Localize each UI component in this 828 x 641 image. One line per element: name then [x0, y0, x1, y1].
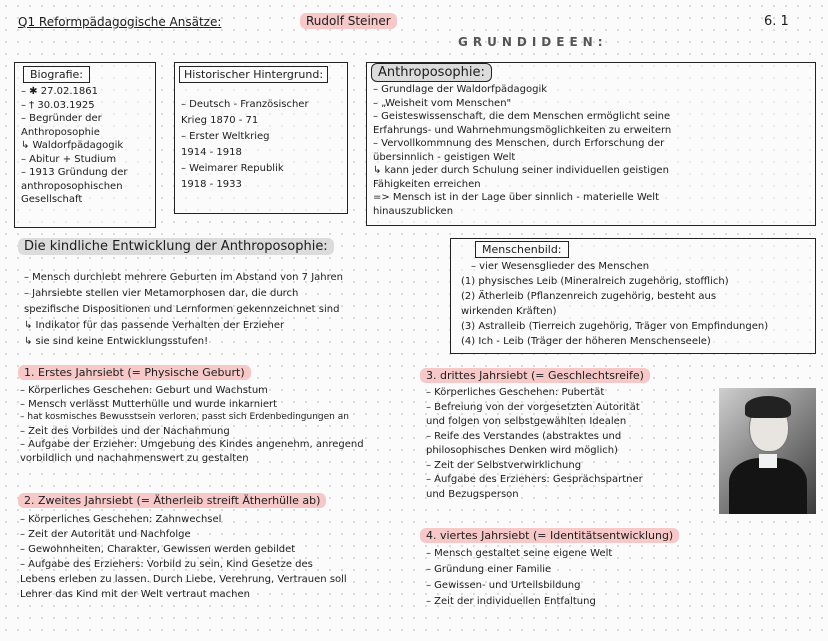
zweites-list [20, 512, 347, 602]
list-item: – Mensch gestaltet seine eigene Welt [426, 548, 613, 559]
list-item: – Mensch durchlebt mehrere Geburten im Abstand von 7 Jahren [24, 272, 343, 283]
biografie-list [21, 85, 128, 207]
list-item: Fähigkeiten erreichen [373, 178, 481, 190]
list-item: Anthroposophie [21, 126, 100, 138]
entwicklung-list [24, 270, 343, 350]
list-item: – Körperliches Geschehen: Geburt und Wachstum [20, 385, 268, 396]
anthroposophie-title: Anthroposophie: [371, 63, 492, 82]
list-item: – Aufgabe des Erziehers: Vorbild zu sein, Kind Gesetze des [20, 559, 313, 570]
list-item: – Begründer der [21, 113, 102, 124]
grundideen-heading: GRUNDIDEEN: [458, 35, 608, 49]
list-item: – Aufgabe des Erziehers: Gesprächspartner [426, 474, 643, 485]
list-item: – Erster Weltkrieg [181, 131, 270, 142]
biografie-box [14, 62, 156, 228]
list-item: – Aufgabe der Erzieher: Umgebung des Kindes angenehm, anregend [20, 439, 364, 450]
list-item: => Mensch ist in der Lage über sinnlich - materielle Welt [373, 192, 660, 203]
list-item: – Körperliches Geschehen: Zahnwechsel [20, 514, 222, 525]
historisch-title: Historischer Hintergrund: [179, 66, 328, 83]
menschenbild-box [450, 238, 816, 354]
list-item: – Reife des Verstandes (abstraktes und [426, 430, 622, 442]
list-item: (2) Ätherleib (Pflanzenreich zugehörig, besteht aus [461, 291, 717, 302]
anthroposophie-box [366, 62, 816, 226]
list-item: – 1913 Gründung der [21, 167, 128, 178]
list-item: – ✱ 27.02.1861 [21, 86, 98, 97]
list-item: – Jahrsiebte stellen vier Metamorphosen dar, die durch [24, 288, 299, 299]
list-item: ↳ sie sind keine Entwicklungsstufen! [24, 336, 209, 347]
list-item: – Weimarer Republik [181, 163, 284, 174]
page-title: Q1 Reformpädagogische Ansätze: [18, 15, 222, 29]
portrait-hair [745, 396, 791, 418]
list-item: – hat kosmisches Bewusstsein verloren, passt sich Erdenbedingungen an [20, 412, 349, 422]
list-item: ↳ kann jeder durch Schulung seiner individuellen geistigen [373, 165, 669, 176]
list-item: – Gewissen- und Urteilsbildung [426, 580, 581, 591]
list-item: – Deutsch - Französischer [181, 99, 309, 110]
drittes-list [426, 386, 643, 502]
portrait-collar [759, 454, 777, 468]
list-item: spezifische Dispositionen und Lernformen gekennzeichnet sind [24, 304, 340, 315]
list-item: – Gewohnheiten, Charakter, Gewissen werden gebildet [20, 544, 296, 555]
list-item: – vier Wesensglieder des Menschen [471, 261, 650, 272]
anthroposophie-list [373, 83, 671, 218]
erstes-list [20, 384, 364, 465]
viertes-title: 4. viertes Jahrsiebt (= Identitätsentwicklung) [420, 528, 679, 543]
list-item: (1) physisches Leib (Mineralreich zugehörig, stofflich) [461, 276, 729, 287]
subject-name: Rudolf Steiner [300, 13, 397, 29]
drittes-title: 3. drittes Jahrsiebt (= Geschlechtsreife) [420, 368, 650, 383]
list-item: Lebens erleben zu lassen. Durch Liebe, Verehrung, Vertrauen soll [20, 574, 347, 585]
list-item: – † 30.03.1925 [21, 99, 95, 111]
list-item: ↳ Waldorfpädagogik [21, 140, 124, 151]
list-item: – Vervollkommnung des Menschen, durch Erforschung der [373, 138, 665, 149]
zweites-title: 2. Zweites Jahrsiebt (= Ätherleib streift Ätherhülle ab) [18, 493, 326, 508]
portrait-photo [719, 388, 816, 514]
list-item: vorbildlich und nachahmenswert zu gestalten [20, 452, 249, 464]
page-number: 6. 1 [764, 14, 789, 29]
list-item: – Befreiung von der vorgesetzten Autorität [426, 401, 640, 413]
list-item: Krieg 1870 - 71 [181, 115, 259, 126]
historisch-list [181, 97, 309, 193]
list-item: anthroposophischen [21, 180, 123, 192]
list-item: (3) Astralleib (Tierreich zugehörig, Träger von Empfindungen) [461, 321, 769, 332]
list-item: Lehrer das Kind mit der Welt vertraut machen [20, 589, 250, 600]
list-item: – Geisteswissenschaft, die dem Menschen ermöglicht seine [373, 111, 671, 122]
list-item: wirkenden Kräften) [461, 306, 557, 317]
list-item: – Zeit der Autorität und Nachfolge [20, 529, 191, 540]
menschenbild-title: Menschenbild: [475, 241, 569, 258]
list-item: und Bezugsperson [426, 488, 519, 500]
list-item: und folgen von selbstgewählten Idealen [426, 416, 627, 427]
list-item: – „Weisheit vom Menschen" [373, 97, 512, 109]
list-item: Gesellschaft [21, 194, 83, 205]
list-item: – Zeit des Vorbildes und der Nachahmung [20, 425, 230, 437]
list-item: – Mensch verlässt Mutterhülle und wurde inkarniert [20, 398, 278, 410]
viertes-list [426, 546, 612, 610]
list-item: – Abitur + Studium [21, 153, 117, 165]
list-item: (4) Ich - Leib (Träger der höheren Menschenseele) [461, 336, 711, 347]
list-item: – Zeit der individuellen Entfaltung [426, 596, 596, 607]
list-item: – Körperliches Geschehen: Pubertät [426, 387, 605, 398]
list-item: ↳ Indikator für das passende Verhalten der Erzieher [24, 320, 285, 331]
list-item: – Gründung einer Familie [426, 564, 552, 575]
list-item: 1914 - 1918 [181, 147, 242, 158]
list-item: – Grundlage der Waldorfpädagogik [373, 84, 548, 95]
menschenbild-list [461, 259, 768, 349]
list-item: – Zeit der Selbstverwirklichung [426, 459, 582, 471]
list-item: Erfahrungs- und Wahrnehmungsmöglichkeiten zu erweitern [373, 124, 672, 136]
list-item: philosophisches Denken wird möglich) [426, 445, 618, 456]
list-item: hinauszublicken [373, 205, 454, 217]
historisch-box [174, 62, 348, 214]
biografie-title: Biografie: [23, 66, 90, 83]
list-item: übersinnlich - geistigen Welt [373, 151, 516, 163]
erstes-title: 1. Erstes Jahrsiebt (= Physische Geburt) [18, 365, 251, 380]
list-item: 1918 - 1933 [181, 179, 242, 190]
entwicklung-title: Die kindliche Entwicklung der Anthroposophie: [18, 238, 334, 255]
